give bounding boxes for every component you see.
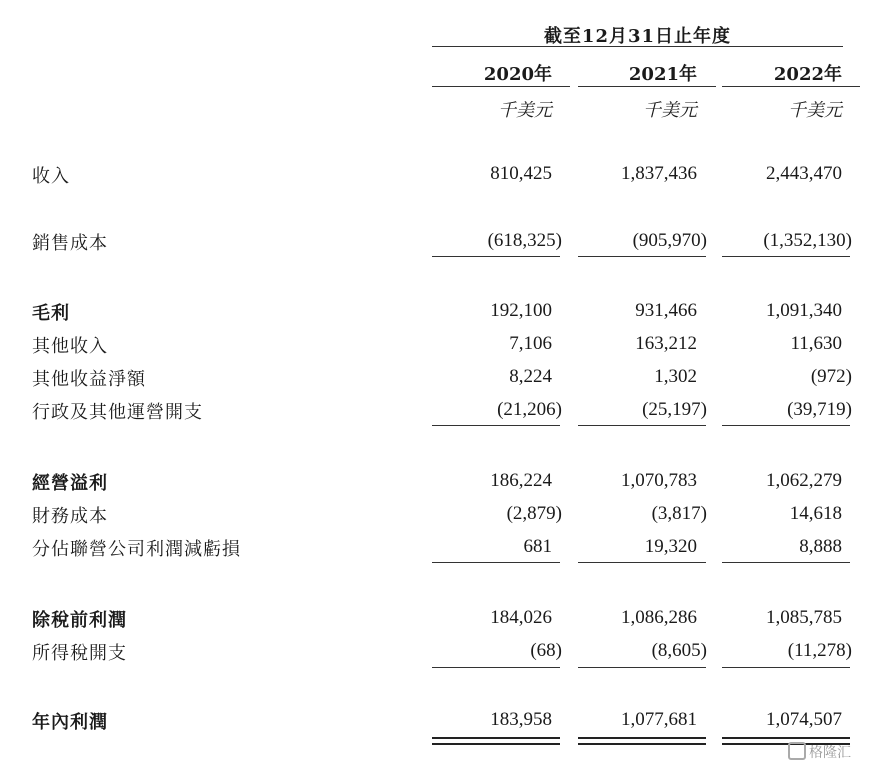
cell: 186,224 [490,470,552,491]
total-double-rule [432,737,560,745]
logo-icon [788,742,806,760]
cell: (11,278) [787,640,852,661]
subtotal-rule [722,425,850,426]
year-rule [722,86,860,87]
subtotal-rule [578,256,706,257]
subtotal-rule [722,562,850,563]
cell: 1,070,783 [621,470,697,491]
cell: (25,197) [642,399,707,420]
row-label-share-of-associates: 分佔聯營公司利潤減虧損 [32,539,241,560]
year-2022: 2022年 [773,64,842,85]
cell: (972) [810,366,852,387]
cell: 8,888 [799,536,842,557]
cell: 184,026 [490,607,552,628]
cell: (8,605) [651,640,707,661]
cell: (618,325) [487,230,562,251]
year-2020: 2020年 [483,64,552,85]
cell: (39,719) [787,399,852,420]
total-double-rule [578,737,706,745]
cell: 1,062,279 [766,470,842,491]
row-label-income-tax: 所得稅開支 [32,643,127,664]
watermark [788,742,851,762]
subtotal-rule [432,425,560,426]
row-label-other-gains-net: 其他收益淨額 [32,369,146,390]
cell: 1,091,340 [766,300,842,321]
header-rule [432,46,843,47]
cell: (1,352,130) [763,230,852,251]
row-label-operating-profit: 經營溢利 [32,473,108,494]
cell: (68) [530,640,562,661]
cell: 1,837,436 [621,163,697,184]
cell: 163,212 [635,333,697,354]
cell: 19,320 [644,536,697,557]
year-rule [432,86,570,87]
cell: 2,443,470 [766,163,842,184]
cell: 1,302 [654,366,697,387]
row-label-profit-for-year: 年內利潤 [32,712,108,733]
subtotal-rule [578,425,706,426]
row-label-profit-before-tax: 除稅前利潤 [32,610,127,631]
watermark-text: 格隆汇 [809,745,851,761]
cell: 1,074,507 [766,709,842,730]
subtotal-rule [432,667,560,668]
subtotal-rule [432,562,560,563]
cell: 1,086,286 [621,607,697,628]
period-header: 截至12月31日止年度 [543,26,732,47]
cell: 183,958 [490,709,552,730]
cell: 192,100 [490,300,552,321]
cell: 7,106 [509,333,552,354]
subtotal-rule [578,667,706,668]
row-label-cost-of-sales: 銷售成本 [32,233,108,254]
cell: 8,224 [509,366,552,387]
cell: 1,085,785 [766,607,842,628]
cell: 931,466 [635,300,697,321]
cell: 810,425 [490,163,552,184]
cell: 11,630 [790,333,842,354]
subtotal-rule [722,256,850,257]
year-2021: 2021年 [628,64,697,85]
row-label-gross-profit: 毛利 [32,303,70,324]
unit-label: 千美元 [788,100,842,121]
unit-label: 千美元 [498,100,552,121]
cell: (2,879) [506,503,562,524]
unit-label: 千美元 [643,100,697,121]
subtotal-rule [722,667,850,668]
subtotal-rule [578,562,706,563]
row-label-revenue: 收入 [32,166,70,187]
cell: 681 [523,536,552,557]
cell: 14,618 [789,503,842,524]
cell: (21,206) [497,399,562,420]
cell: 1,077,681 [621,709,697,730]
year-rule [578,86,716,87]
subtotal-rule [432,256,560,257]
cell: (3,817) [651,503,707,524]
row-label-finance-costs: 財務成本 [32,506,108,527]
row-label-other-income: 其他收入 [32,336,108,357]
row-label-admin-expenses: 行政及其他運營開支 [32,402,203,423]
cell: (905,970) [632,230,707,251]
